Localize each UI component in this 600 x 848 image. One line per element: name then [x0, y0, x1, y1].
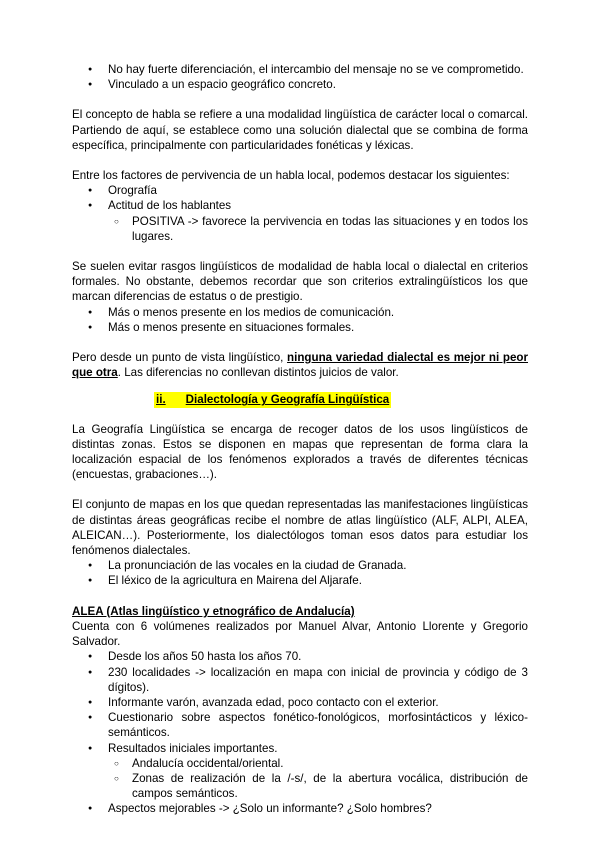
text-run: Pero desde un punto de vista lingüístico,	[72, 351, 288, 365]
list-item: ● Vinculado a un espacio geográfico concreto.	[72, 77, 528, 92]
factores-sublist	[96, 214, 528, 244]
paragraph-rasgos: Se suelen evitar rasgos lingüísticos de modalidad de habla local o dialectal en criterios formales. No obstante, debemos recordar que son criterios extralingüísticos los que marcan diferencias de estatus o de prestigio.	[72, 260, 528, 304]
rasgos-list	[72, 305, 528, 335]
list-item: ○ POSITIVA -> favorece la pervivencia en todas las situaciones y en todos los lugares.	[96, 214, 528, 244]
list-item: ● Actitud de los hablantes	[72, 198, 528, 213]
mapas-list	[72, 558, 528, 588]
list-item: ● Más o menos presente en situaciones formales.	[72, 320, 528, 335]
section-heading	[72, 392, 528, 407]
alea-sublist	[96, 756, 528, 802]
list-item: ● Desde los años 50 hasta los años 70.	[72, 649, 528, 664]
list-item: ○ Zonas de realización de la /-s/, de la abertura vocálica, distribución de campos semánticos.	[96, 771, 528, 801]
document-page	[72, 62, 528, 817]
alea-intro: Cuenta con 6 volúmenes realizados por Manuel Alvar, Antonio Llorente y Gregorio Salvador.	[72, 619, 528, 649]
emphasis-text: ninguna variedad dialectal es mejor ni peor que otra	[72, 351, 528, 380]
alea-list	[72, 649, 528, 755]
list-item: ○ Andalucía occidental/oriental.	[96, 756, 528, 771]
intro-list	[72, 62, 528, 92]
list-item: ● Orografía	[72, 183, 528, 198]
alea-list-end	[72, 801, 528, 816]
list-item: ● El léxico de la agricultura en Mairena del Aljarafe.	[72, 573, 528, 588]
paragraph-factores: Entre los factores de pervivencia de un habla local, podemos destacar los siguientes:	[72, 169, 510, 183]
list-item: ● Cuestionario sobre aspectos fonético-fonológicos, morfosintácticos y léxico-semánticos.	[72, 710, 528, 740]
list-item: ● Resultados iniciales importantes.	[72, 741, 528, 756]
list-item: ● 230 localidades -> localización en mapa con inicial de provincia y código de 3 dígitos).	[72, 665, 528, 695]
paragraph-geografia: La Geografía Lingüística se encarga de recoger datos de los usos lingüísticos de distintas zonas. Estos se disponen en mapas que representan de forma clara la localización espacial de los fenómenos explorados a través de diferentes técnicas (encuestas, grabaciones…).	[72, 422, 528, 482]
list-item: ● La pronunciación de las vocales en la ciudad de Granada.	[72, 558, 528, 573]
paragraph-habla: El concepto de habla se refiere a una modalidad lingüística de carácter local o comarcal. Partiendo de aquí, se establece como una solución dialectal que se combina de forma específica, principalmente con particularidades fonéticas y léxicas.	[72, 108, 528, 152]
alea-title: ALEA (Atlas lingüístico y etnográfico de Andalucía)	[72, 604, 355, 618]
paragraph-mapas: El conjunto de mapas en los que quedan representadas las manifestaciones lingüísticas de distintas áreas geográficas recibe el nombre de atlas lingüístico (ALF, ALPI, ALEA, ALEICAN…). Posteriormente, los dialectólogos toman esos datos para estudiar los fenómenos dialectales.	[72, 498, 528, 558]
section-number: ii.	[156, 393, 166, 407]
section-title: Dialectología y Geografía Lingüística	[185, 393, 390, 407]
paragraph-linguistico	[72, 350, 528, 380]
list-item: ● Informante varón, avanzada edad, poco contacto con el exterior.	[72, 695, 528, 710]
list-item: ● Más o menos presente en los medios de comunicación.	[72, 305, 528, 320]
factores-list	[72, 183, 528, 213]
list-item: ● Aspectos mejorables -> ¿Solo un informante? ¿Solo hombres?	[72, 801, 528, 816]
text-run: . Las diferencias no conllevan distintos juicios de valor.	[117, 366, 399, 380]
list-item: ● No hay fuerte diferenciación, el intercambio del mensaje no se ve comprometido.	[72, 62, 528, 77]
